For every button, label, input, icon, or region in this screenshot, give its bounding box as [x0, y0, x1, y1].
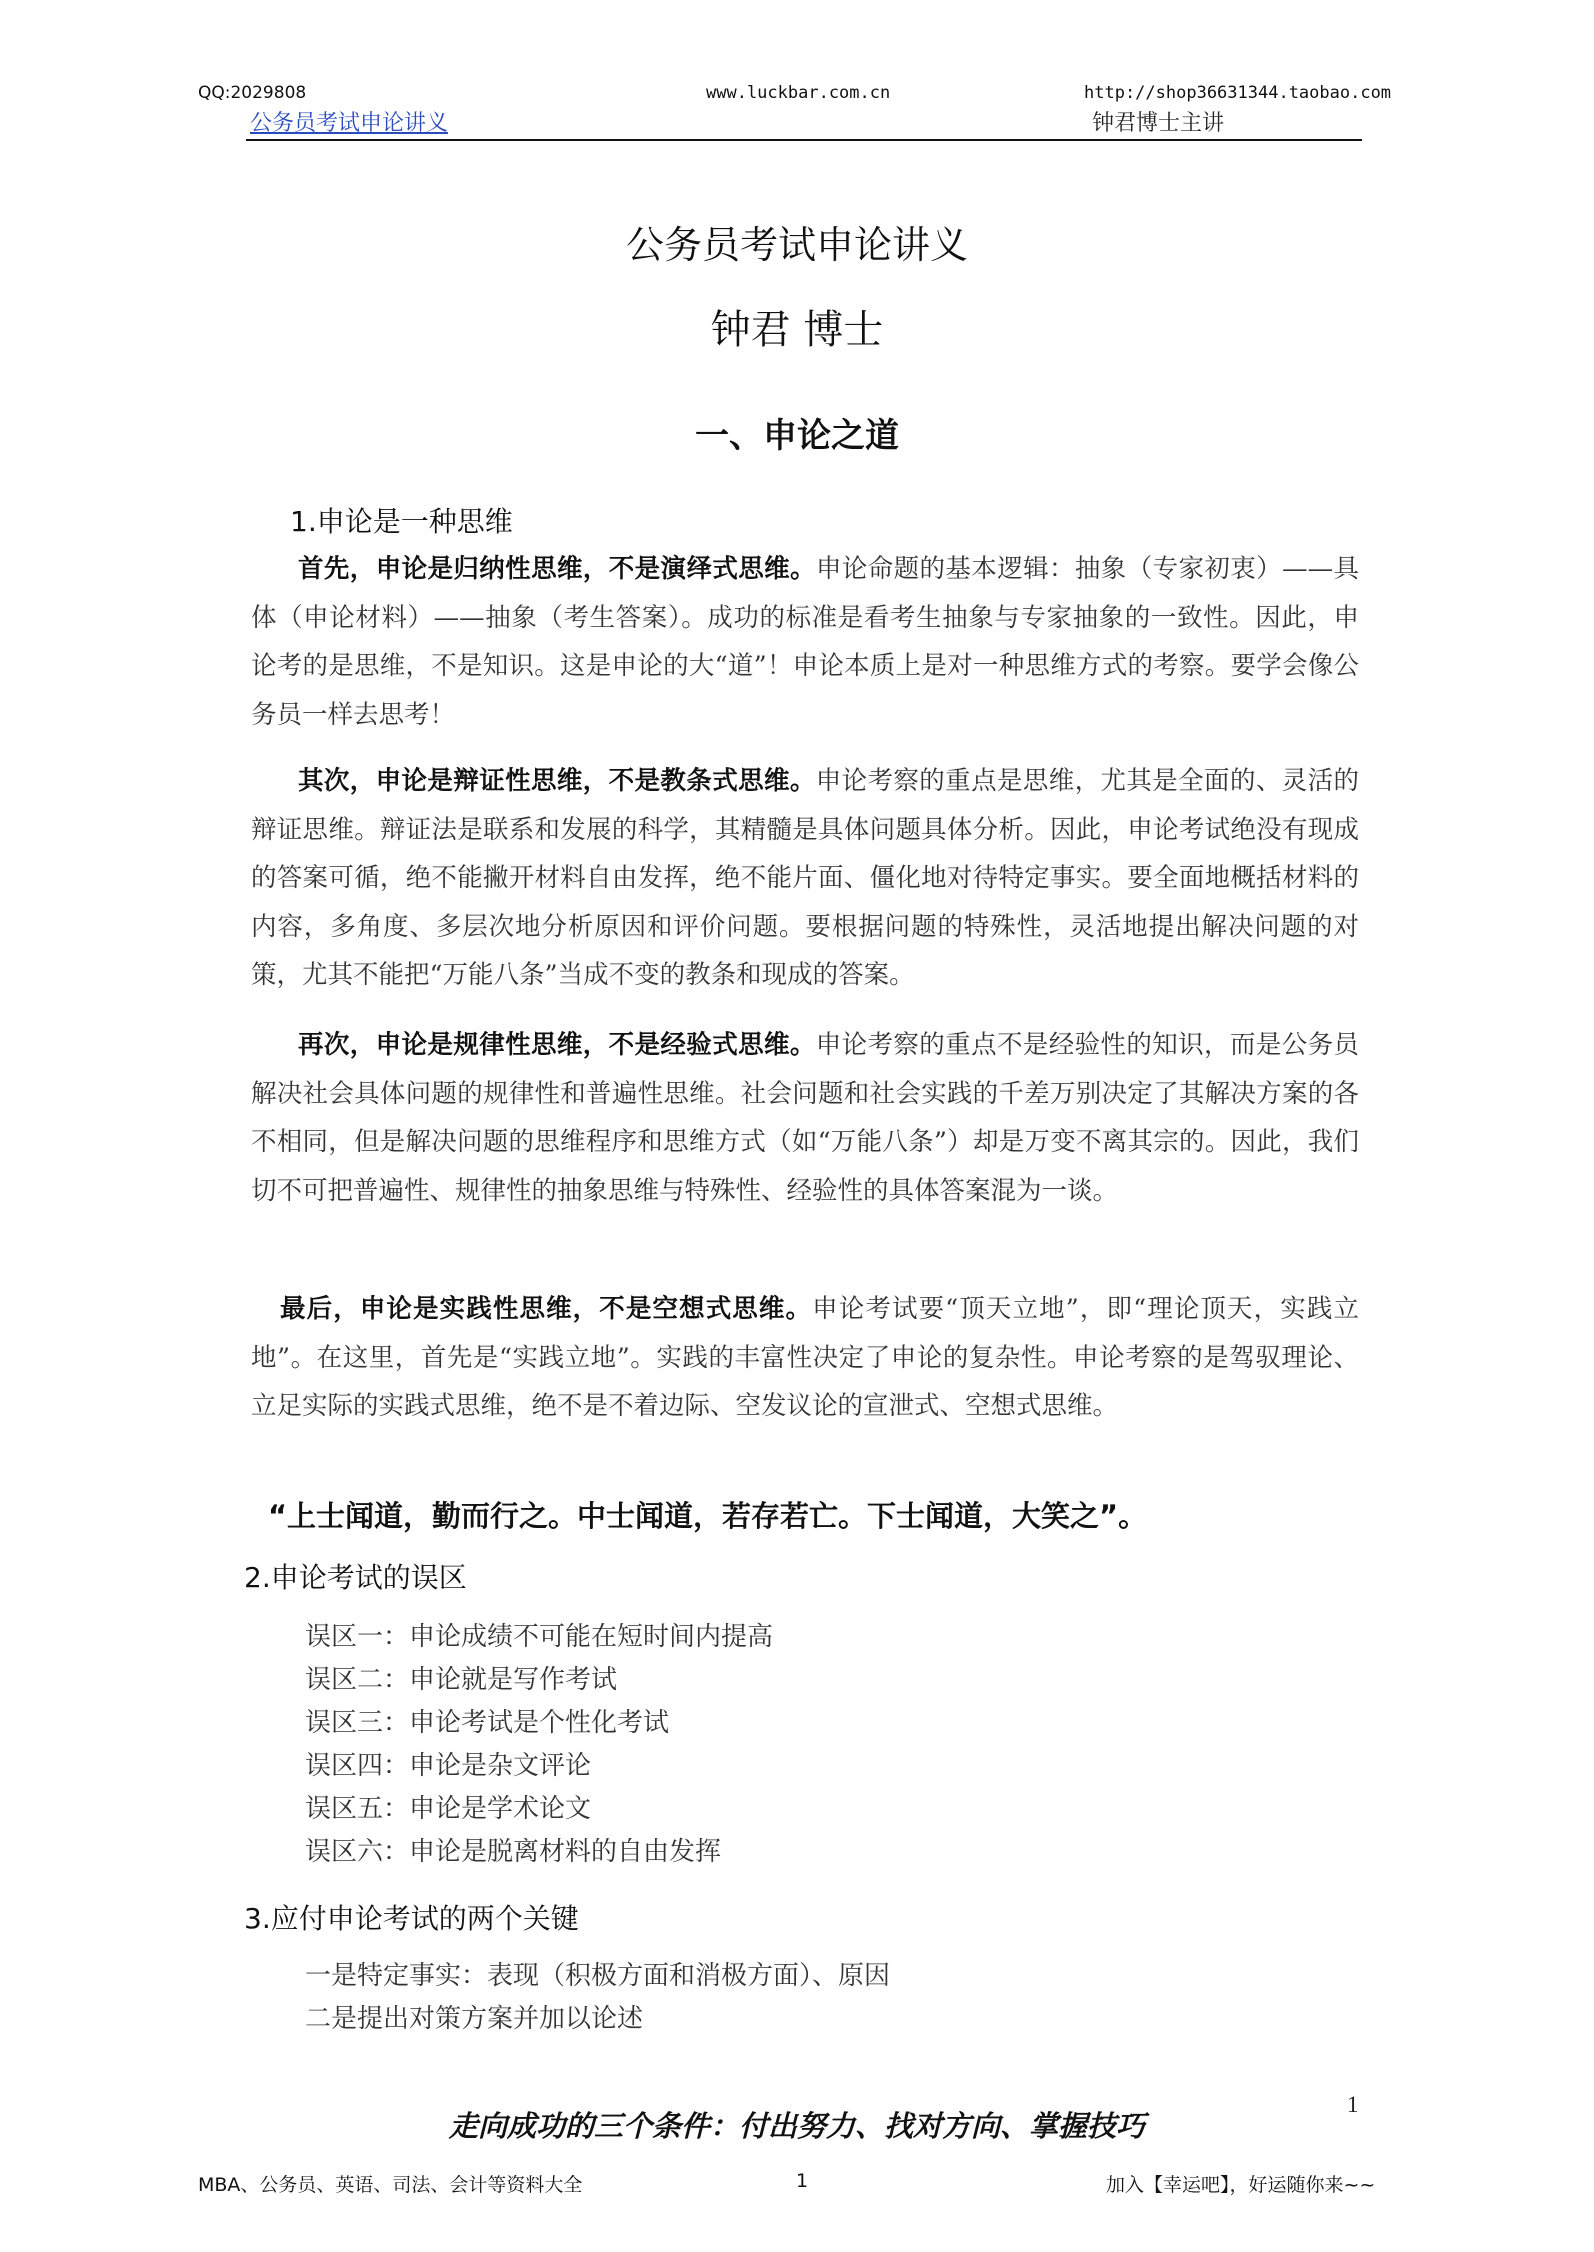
list-item: 一是特定事实：表现（积极方面和消极方面）、原因	[305, 1961, 891, 1991]
paragraph-4-lead: 最后，申论是实践性思维，不是空想式思维。	[280, 1294, 813, 1324]
key-points-list	[305, 1955, 890, 2041]
footer-slogan: 走向成功的三个条件：付出努力、找对方向、掌握技巧	[448, 2109, 1145, 2143]
document-author: 钟君 博士	[710, 307, 884, 353]
paragraph-3-text: 申论考察的重点不是经验性的知识，而是公务员解决社会具体问题的规律性和普遍性思维。社会问题和社会实践的千差万别决定了其解决方案的各不相同，但是解决问题的思维程序和思维方式（如“万能八条”）却是万变不离其宗的。因此，我们切不可把普遍性、规律性的抽象思维与特殊性、经验性的具体答案混为一谈。	[251, 1030, 1359, 1206]
list-item: 误区四：申论是杂文评论	[305, 1751, 592, 1781]
paragraph-2-text: 申论考察的重点是思维，尤其是全面的、灵活的辩证思维。辩证法是联系和发展的科学，其精髓是具体问题具体分析。因此，申论考试绝没有现成的答案可循，绝不能撇开材料自由发挥，绝不能片面、僵化地对待特定事实。要全面地概括材料的内容，多角度、多层次地分析原因和评价问题。要根据问题的特殊性，灵活地提出解决问题的对策，尤其不能把“万能八条”当成不变的教条和现成的答案。	[251, 766, 1359, 990]
footer-center-number: 1	[796, 2170, 809, 2192]
paragraph-2-lead: 其次，申论是辩证性思维，不是教条式思维。	[298, 766, 816, 796]
document-title: 公务员考试申论讲义	[625, 223, 968, 267]
chapter-heading: 一、申论之道	[695, 416, 899, 456]
paragraph-1-text: 申论命题的基本逻辑：抽象（专家初衷）——具体（申论材料）——抽象（考生答案）。成功的标准是看考生抽象与专家抽象的一致性。因此，申论考的是思维，不是知识。这是申论的大“道”！申论本质上是对一种思维方式的考察。要学会像公务员一样去思考！	[251, 554, 1359, 730]
list-item: 误区二：申论就是写作考试	[305, 1665, 618, 1695]
header-divider	[246, 139, 1362, 141]
header-lecturer: 钟君博士主讲	[1092, 111, 1225, 136]
list-item: 二是提出对策方案并加以论述	[305, 2004, 644, 2034]
quote-line: “上士闻道，勤而行之。中士闻道，若存若亡。下士闻道，大笑之”。	[268, 1499, 1148, 1533]
list-item: 误区六：申论是脱离材料的自由发挥	[305, 1837, 722, 1867]
paragraph-1	[251, 545, 1359, 739]
header-shop-link[interactable]: http://shop36631344.taobao.com	[1084, 83, 1392, 103]
page-number: 1	[1347, 2092, 1359, 2117]
paragraph-4	[251, 1285, 1359, 1431]
section-2-heading: 2.申论考试的误区	[244, 1561, 467, 1594]
list-item: 误区三：申论考试是个性化考试	[305, 1708, 670, 1738]
paragraph-2	[251, 757, 1359, 1000]
paragraph-3-lead: 再次，申论是规律性思维，不是经验式思维。	[298, 1030, 816, 1060]
section-3-heading: 3.应付申论考试的两个关键	[244, 1902, 579, 1935]
paragraph-1-lead: 首先，申论是归纳性思维，不是演绎式思维。	[298, 554, 816, 584]
paragraph-3	[251, 1021, 1359, 1215]
header-doc-title-link[interactable]: 公务员考试申论讲义	[250, 111, 449, 136]
section-1-heading: 1.申论是一种思维	[290, 505, 513, 538]
header-qq: QQ:2029808	[198, 83, 307, 103]
misconception-list	[305, 1616, 773, 1874]
header-site-link[interactable]: www.luckbar.com.cn	[706, 83, 891, 103]
list-item: 误区一：申论成绩不可能在短时间内提高	[305, 1622, 774, 1652]
paragraph-4-text: 申论考试要“顶天立地”，即“理论顶天，实践立地”。在这里，首先是“实践立地”。实践的丰富性决定了申论的复杂性。申论考察的是驾驭理论、立足实际的实践式思维，绝不是不着边际、空发议论的宣泄式、空想式思维。	[251, 1294, 1359, 1421]
footer-left-text: MBA、公务员、英语、司法、会计等资料大全	[198, 2174, 583, 2196]
list-item: 误区五：申论是学术论文	[305, 1794, 592, 1824]
footer-right-text: 加入【幸运吧】，好运随你来~~	[1106, 2174, 1376, 2196]
